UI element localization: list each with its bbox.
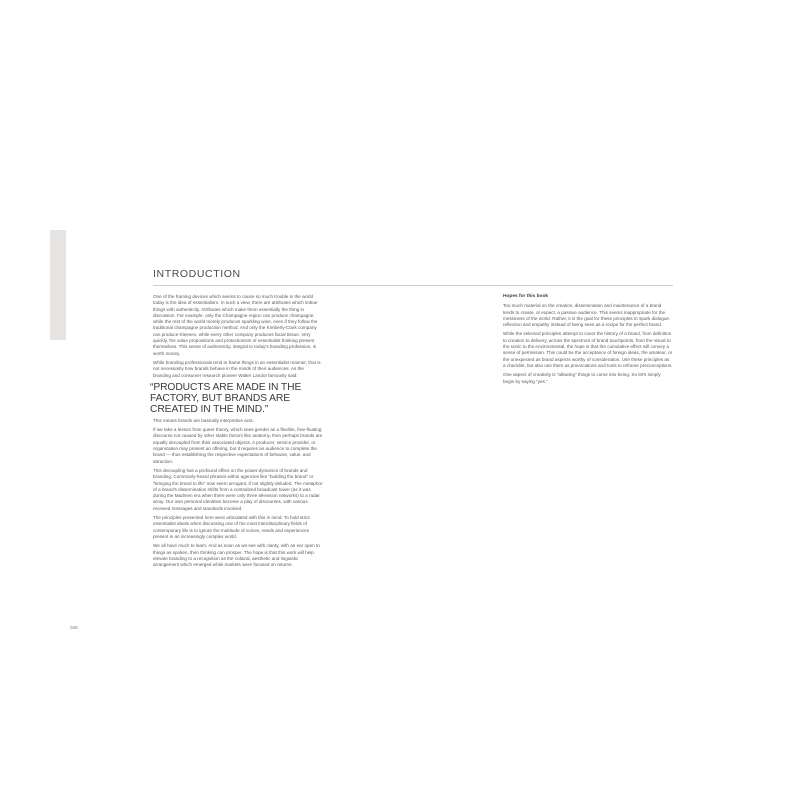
paragraph: If we take a lesson from queer theory, which sees gender as a flexible, free-floating discourse not caused by other stable factors like anatomy, then perhaps brands are equally decoupled from their associated objects. A producer, service provider, or organization may present an offering, but it requires an audience to complete the brand — thus establishing the respective expectations of behavior, value, and attraction.	[153, 427, 323, 464]
paragraph: One aspect of creativity is “allowing” things to come into being. So let's simply begin by saying “yes.”	[503, 372, 661, 384]
paragraph: We all have much to learn. And as soon as we see with clarity, with an ear open to things as spoken, then thinking can prosper. The hope is that this work will help elevate branding to a recognition as the cultural, aesthetic and linguistic arrangement which emerged while markets were focused on returns.	[153, 543, 320, 568]
paragraph: The principles presented here were articulated with this in mind. To hold strict essentialist ideals when discussing one of the most interdisciplinary fields of contemporary life is to ignore the multitude of voices, needs and experiences present in an increasingly complex world.	[153, 515, 310, 539]
paragraph: One of the framing devices which seems to cause so much trouble in the world today is the idea of essentialism. In such a view, there are attributes which imbue things with authenticity. Attributes which make them essentially the thing in discussion. For example, only the Champagne region can produce champagne, while the rest of the world merely produces sparkling wine, even if they follow the traditional champagne production method. And only the Kimberly-Clark company can produce Kleenex, while every other company produces facial tissue. Very quickly, the value propositions and protectionism of essentialist thinking present themselves. This sense of authenticity, integral to today's branding profession, is worth money.	[153, 294, 318, 356]
heading-rule	[153, 285, 673, 286]
page-number: 046	[70, 625, 78, 630]
section-subhead: Hopes for this book	[503, 294, 549, 299]
paragraph: While the selected principles attempt to cover the history of a brand, from definition to creation to delivery, across the spectrum of brand touchpoints, from the visual to the sonic to the environmental, the hope is that the cumulative effect will convey a sense of permission. This could be the acceptance of foreign ideas, the amateur, or the unexpected as brand aspects worthy of consideration. Use these principles as a checklist, but also use them as provocations and tools to reframe preconceptions.	[503, 331, 673, 368]
pull-quote: “PRODUCTS ARE MADE IN THE FACTORY, BUT BRANDS ARE CREATED IN THE MIND.”	[150, 381, 302, 415]
side-tab-marker	[50, 230, 66, 340]
left-column	[150, 294, 323, 571]
paragraph: Too much material on the creation, dissemination and maintenance of a brand tends to create, or expect, a passive audience. This seems inappropriate for the messiness of the world. Rather, it is the goal for these principles to spark dialogue, reflection and empathy instead of being seen as a recipe for the perfect brand.	[503, 303, 671, 328]
paragraph: This means brands are basically interpretive acts.	[153, 417, 254, 423]
page-heading: INTRODUCTION	[153, 268, 241, 280]
paragraph: This decoupling has a profound effect on the power dynamics of brands and branding. Commonly-heard phrases within agencies like “building the brand” or “bringing the brand to life” now seem arrogant, if not slightly deluded. The metaphor of a brand's dissemination shifts from a centralized broadcast tower (as it was during the Madmen era when there were only three television networks) to a radar array. Our own personal identities become a play of discourses, with various received messages and standards involved.	[153, 467, 323, 511]
paragraph: While branding professionals tend to frame things in an essentialist manner, that is not necessarily how brands behave in the minds of their audiences. As the branding and consumer research pioneer Walter Landor famously said:	[153, 359, 321, 378]
right-column	[503, 294, 673, 388]
